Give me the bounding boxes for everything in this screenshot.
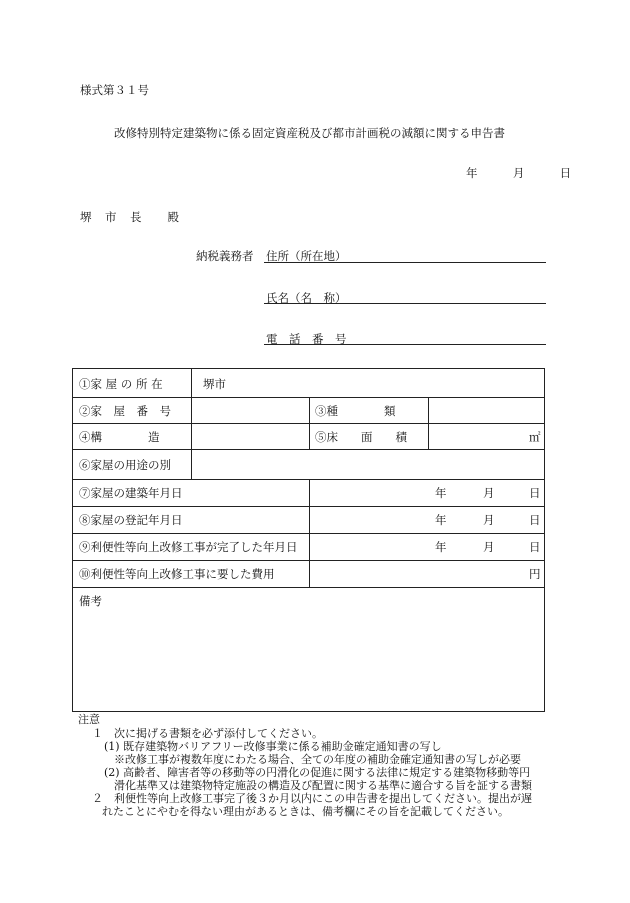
built-day: 日 <box>529 486 541 500</box>
note-line: (1) 既存建築物バリアフリー改修事業に係る補助金確定通知書の写し <box>104 740 442 753</box>
registered-day: 日 <box>529 513 541 527</box>
completion-date-label: ⑨利便性等向上改修工事が完了した年月日 <box>79 540 298 554</box>
note-line: ２ 利便性等向上改修工事完了後３か月以内にこの申告書を提出してください。提出が遅 <box>92 792 532 805</box>
note-line: (2) 高齢者、障害者等の移動等の円滑化の促進に関する法律に規定する建築物移動等円 <box>104 766 531 779</box>
built-date-label: ⑦家屋の建築年月日 <box>79 486 183 500</box>
completion-month: 月 <box>483 540 495 554</box>
structure-label: ④構 造 <box>79 430 160 444</box>
yen-unit: 円 <box>529 567 541 581</box>
date-day: 日 <box>559 166 572 180</box>
document-title: 改修特別特定建築物に係る固定資産税及び都市計画税の減額に関する申告書 <box>114 126 505 140</box>
location-label: ①家 屋 の 所 在 <box>79 377 163 391</box>
house-number-label: ②家 屋 番 号 <box>79 404 171 418</box>
use-label: ⑥家屋の用途の別 <box>79 458 171 472</box>
property-table <box>72 368 545 712</box>
floor-area-label: ⑤床 面 積 <box>315 430 407 444</box>
registered-year: 年 <box>435 513 447 527</box>
date-line <box>466 165 571 181</box>
location-value[interactable]: 堺市 <box>203 377 226 391</box>
name-label: 氏名（名 称） <box>266 291 347 305</box>
completion-year: 年 <box>435 540 447 554</box>
date-year: 年 <box>466 166 478 180</box>
note-line: 滑化基準又は建築物特定施設の構造及び配置に関する基準に適合する旨を証する書類 <box>114 779 532 792</box>
type-label: ③種 類 <box>315 404 396 418</box>
floor-area-unit: ㎡ <box>529 430 541 444</box>
notes-heading: 注意 <box>78 713 100 726</box>
note-line: １ 次に掲げる書類を必ず添付してください。 <box>92 727 323 740</box>
date-month: 月 <box>512 166 525 180</box>
note-line: ※改修工事が複数年度にわたる場合、全ての年度の補助金確定通知書の写しが必要 <box>114 753 521 766</box>
address-field[interactable] <box>264 262 546 263</box>
phone-label: 電 話 番 号 <box>266 332 347 346</box>
built-month: 月 <box>483 486 495 500</box>
registered-month: 月 <box>483 513 495 527</box>
registered-date-label: ⑧家屋の登記年月日 <box>79 513 183 527</box>
address-label: 住所（所在地） <box>266 249 347 263</box>
note-line: れたことにやむを得ない理由があるときは、備考欄にその旨を記載してください。 <box>102 805 509 818</box>
remarks-label: 備考 <box>79 594 102 608</box>
taxpayer-label: 納税義務者 <box>196 249 254 263</box>
name-field[interactable] <box>264 303 546 304</box>
built-year: 年 <box>435 486 447 500</box>
addressee: 堺 市 長 殿 <box>80 210 180 224</box>
cost-label: ⑩利便性等向上改修工事に要した費用 <box>79 567 275 581</box>
completion-day: 日 <box>529 540 541 554</box>
form-number: 様式第３１号 <box>80 83 149 97</box>
phone-field[interactable] <box>264 344 546 345</box>
